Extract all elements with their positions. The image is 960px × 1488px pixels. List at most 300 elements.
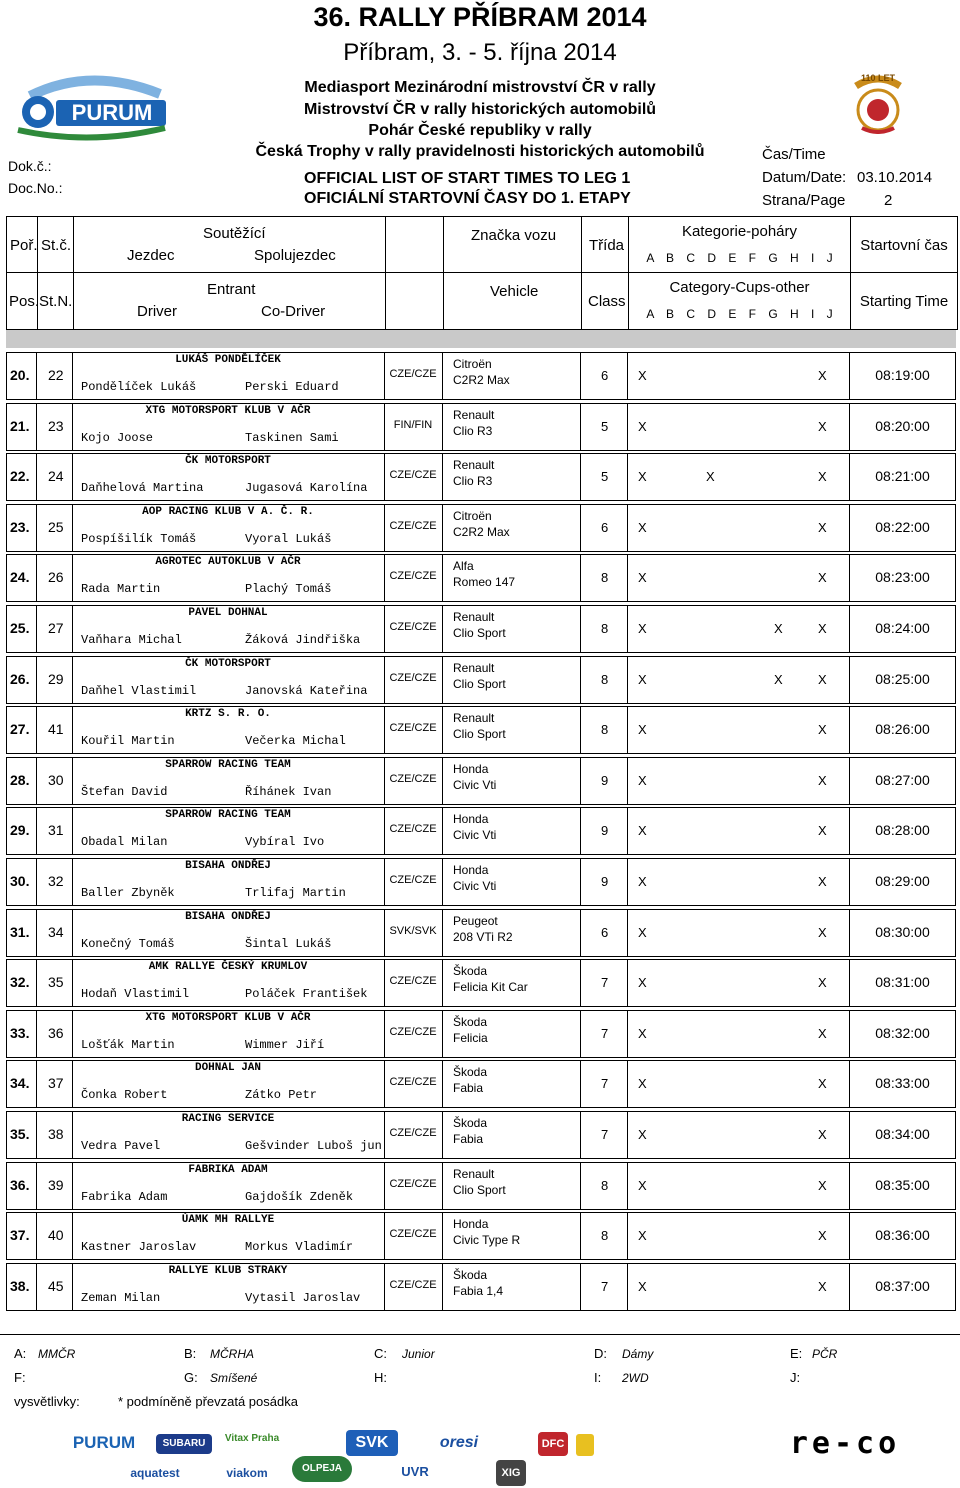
col-vehicle-en: Vehicle [490, 283, 539, 300]
sponsor-xig-logo: XIG [496, 1460, 526, 1486]
nationality: CZE/CZE [389, 469, 437, 482]
codriver-name: Gajdošík Zdeněk [245, 1189, 354, 1204]
entrant-name: LUKÁŠ PONDĚLÍČEK [175, 354, 281, 366]
vehicle-make: Honda [453, 812, 489, 827]
codriver-name: Jugasová Karolína [245, 481, 368, 496]
position: 35. [10, 1126, 30, 1142]
nationality: CZE/CZE [389, 570, 437, 583]
vehicle-make: Citroën [453, 357, 492, 371]
driver-name: Baller Zbyněk [81, 886, 175, 900]
entrant-name: XTG MOTORSPORT KLUB V AČR [145, 404, 311, 417]
start-time: 08:36:00 [875, 1227, 930, 1244]
codriver-name: Wimmer Jiří [245, 1037, 325, 1052]
class: 6 [601, 924, 609, 940]
driver-name: Kouřil Martin [81, 734, 175, 749]
nationality: CZE/CZE [389, 1177, 437, 1190]
table-row [6, 605, 956, 653]
date-label: Datum/Date: [762, 169, 847, 186]
table-row [6, 807, 956, 855]
category-mark: X [638, 1127, 647, 1142]
col-letters-en: A B C D E F G H I J [646, 307, 833, 321]
position: 38. [10, 1277, 30, 1294]
position: 30. [10, 873, 30, 889]
category-mark: X [818, 823, 827, 839]
col-vehicle-cz: Značka vozu [471, 227, 557, 244]
col-class-cz: Třída [589, 237, 625, 254]
entrant-name: RACING SERVICE [181, 1113, 275, 1125]
nationality: CZE/CZE [389, 368, 437, 380]
codriver-name: Trlifaj Martin [245, 886, 346, 900]
driver-name: Vedra Pavel [81, 1139, 161, 1153]
header-separator [6, 330, 956, 348]
class: 8 [601, 722, 609, 738]
table-cell [627, 1263, 850, 1311]
category-mark: X [818, 621, 827, 636]
entrant-name: SPARROW RACING TEAM [165, 809, 291, 822]
vehicle-make: Škoda [453, 1116, 488, 1130]
legend-explanation-value: * podmíněně převzatá posádka [118, 1394, 298, 1409]
start-time: 08:23:00 [875, 569, 930, 586]
table-row [6, 1060, 956, 1108]
event-subtitle: Příbram, 3. - 5. října 2014 [343, 39, 617, 66]
class: 5 [601, 418, 609, 434]
nationality: CZE/CZE [389, 772, 437, 785]
page-label: Strana/Page [762, 192, 846, 209]
start-time: 08:35:00 [875, 1176, 930, 1193]
start-number: 29 [48, 670, 64, 687]
legend-e-value: PČR [812, 1347, 838, 1361]
table-row [6, 959, 956, 1007]
legend-explanation-key: vysvětlivky: [14, 1394, 80, 1409]
vehicle-make: Honda [453, 863, 489, 877]
category-mark: X [818, 1278, 827, 1294]
table-cell [627, 1060, 850, 1108]
start-number: 40 [48, 1227, 64, 1244]
class: 9 [601, 772, 609, 788]
entrant-name: ČK MOTORSPORT [185, 455, 271, 468]
vehicle-make: Renault [453, 711, 495, 726]
list-title-en: OFFICIAL LIST OF START TIMES TO LEG 1 [304, 170, 631, 187]
table-cell [627, 504, 850, 552]
category-mark: X [638, 621, 647, 636]
start-time: 08:20:00 [875, 417, 930, 434]
sponsor-emblem-icon [576, 1434, 594, 1456]
class: 5 [601, 469, 609, 485]
start-time: 08:26:00 [875, 721, 930, 738]
table-row [6, 1010, 956, 1058]
class: 7 [601, 1278, 609, 1294]
position: 20. [10, 367, 30, 383]
class: 7 [601, 975, 609, 991]
category-mark: X [818, 1076, 827, 1092]
position: 32. [10, 974, 30, 991]
start-time: 08:25:00 [875, 670, 930, 687]
col-driver-en: Driver [137, 303, 177, 320]
table-row [6, 453, 956, 501]
driver-name: Konečný Tomáš [81, 936, 175, 951]
category-mark: X [818, 772, 827, 788]
legend-a-key: A: [14, 1346, 27, 1361]
vehicle-model: Fabia [453, 1132, 484, 1146]
start-time: 08:29:00 [875, 873, 930, 889]
codriver-name: Vytasil Jaroslav [245, 1290, 361, 1305]
category-mark: X [638, 570, 647, 586]
codriver-name: Poláček František [245, 987, 368, 1002]
start-number: 24 [48, 468, 64, 485]
legend-g-value: Smíšené [210, 1371, 258, 1385]
vehicle-make: Renault [453, 458, 495, 473]
category-mark: X [818, 1228, 827, 1244]
vehicle-model: Felicia [453, 1030, 488, 1045]
category-mark: X [638, 1228, 647, 1244]
table-row [6, 706, 956, 754]
table-cell [627, 757, 850, 805]
rally-logo [10, 66, 170, 146]
start-number: 23 [48, 417, 64, 434]
entrant-name: KRTZ S. R. O. [185, 708, 271, 721]
position: 36. [10, 1176, 30, 1193]
vehicle-model: Civic Vti [453, 777, 497, 792]
class: 7 [601, 1127, 609, 1142]
table-cell [627, 1212, 850, 1260]
nationality: CZE/CZE [389, 874, 437, 886]
start-number: 32 [48, 873, 64, 889]
col-competitor-en: Entrant [207, 281, 256, 298]
category-mark: X [818, 519, 827, 535]
category-mark: X [638, 368, 647, 383]
championship-line-4: Česká Trophy v rally pravidelnosti historických automobilů [255, 143, 705, 160]
col-categories-en: Category-Cups-other [669, 279, 810, 296]
col-no-en: St.N. [39, 293, 73, 310]
start-number: 34 [48, 923, 64, 940]
start-number: 26 [48, 569, 64, 586]
nationality: CZE/CZE [389, 1127, 437, 1139]
col-no-cz: St.č. [41, 237, 72, 254]
table-cell [627, 858, 850, 906]
position: 24. [10, 569, 30, 586]
position: 26. [10, 670, 30, 687]
start-time: 08:37:00 [875, 1277, 930, 1294]
nationality: CZE/CZE [389, 1228, 437, 1241]
category-mark: X [818, 1177, 827, 1193]
vehicle-make: Renault [453, 1166, 495, 1181]
codriver-name: Morkus Vladimír [245, 1240, 354, 1255]
start-number: 35 [48, 974, 64, 991]
entrant-name: XTG MOTORSPORT KLUB V AČR [145, 1011, 311, 1024]
table-cell [627, 656, 850, 704]
table-cell [627, 909, 850, 957]
codriver-name: Šintal Lukáš [245, 936, 332, 951]
entrant-name: AGROTEC AUTOKLUB V AČR [155, 556, 301, 569]
start-time: 08:28:00 [875, 822, 930, 839]
col-competitor-cz: Soutěžící [203, 225, 266, 242]
legend-e-key: E: [790, 1346, 803, 1361]
vehicle-make: Renault [453, 407, 495, 422]
vehicle-make: Škoda [453, 1014, 488, 1029]
driver-name: Lošťák Martin [81, 1037, 175, 1052]
championship-line-3: Pohár České republiky v rally [368, 122, 592, 139]
category-mark: X [818, 874, 827, 889]
class: 6 [601, 368, 609, 383]
codriver-name: Gešvinder Luboš jun [245, 1139, 382, 1153]
col-pos-en: Pos. [9, 293, 40, 310]
col-driver-cz: Jezdec [127, 247, 175, 264]
entrant-name: AOP RACING KLUB V A. Č. R. [142, 505, 314, 518]
position: 27. [10, 721, 30, 738]
start-number: 22 [48, 367, 64, 383]
category-mark: X [818, 975, 827, 991]
table-row [6, 757, 956, 805]
table-row [6, 504, 956, 552]
driver-name: Fabrika Adam [81, 1189, 168, 1204]
class: 8 [601, 671, 609, 687]
entrant-name: BISAHA ONDŘEJ [185, 860, 271, 872]
codriver-name: Říhánek Ivan [245, 784, 332, 799]
table-cell [627, 807, 850, 855]
sponsor-subaru-logo: SUBARU [156, 1434, 212, 1454]
entrant-name: SPARROW RACING TEAM [165, 758, 291, 771]
table-row [6, 1212, 956, 1260]
doc-label-cz: Dok.č.: [8, 158, 52, 174]
category-mark: X [638, 975, 647, 991]
nationality: CZE/CZE [389, 1076, 437, 1089]
table-cell [627, 605, 850, 653]
legend-i-key: I: [594, 1370, 602, 1385]
vehicle-make: Renault [453, 660, 495, 675]
class: 8 [601, 570, 609, 586]
driver-name: Obadal Milan [81, 835, 168, 850]
vehicle-make: Škoda [453, 1065, 488, 1080]
sponsor-vitax-logo: Vitax Praha [224, 1433, 280, 1444]
codriver-name: Zátko Petr [245, 1088, 318, 1103]
list-title-cz: OFICIÁLNÍ STARTOVNÍ ČASY DO 1. ETAPY [304, 190, 631, 207]
category-mark: X [818, 1025, 827, 1041]
legend-b-key: B: [184, 1346, 197, 1361]
championship-line-1: Mediasport Mezinárodní mistrovství ČR v rally [304, 79, 656, 96]
table-cell [627, 453, 850, 501]
legend-a-value: MMČR [38, 1347, 76, 1361]
table-cell [627, 959, 850, 1007]
nationality: FIN/FIN [393, 418, 433, 431]
class: 8 [601, 1177, 609, 1193]
class: 9 [601, 874, 609, 889]
vehicle-model: Fabia [453, 1081, 484, 1096]
sponsor-reco-logo: re-co [789, 1426, 901, 1461]
vehicle-model: Fabia 1,4 [453, 1283, 504, 1298]
codriver-name: Janovská Kateřina [245, 683, 368, 698]
category-mark: X [638, 519, 647, 535]
driver-name: Hodaň Vlastimil [81, 987, 190, 1002]
vehicle-make: Honda [453, 1217, 489, 1232]
category-mark: X [638, 1025, 647, 1041]
driver-name: Zeman Milan [81, 1290, 161, 1305]
entrant-name: AMK RALLYE ČESKÝ KRUMLOV [148, 961, 308, 974]
entrant-name: RALLYE KLUB STRAKY [168, 1264, 288, 1277]
table-row [6, 554, 956, 602]
start-time: 08:19:00 [875, 367, 930, 383]
vehicle-make: Peugeot [453, 913, 498, 928]
entrant-name: PAVEL DOHNAL [188, 607, 268, 619]
col-start-cz: Startovní čas [860, 237, 948, 254]
driver-name: Pospíšilík Tomáš [81, 531, 197, 546]
start-time: 08:24:00 [875, 620, 930, 636]
table-cell [627, 1162, 850, 1210]
table-cell [627, 1010, 850, 1058]
start-number: 27 [48, 620, 64, 636]
category-mark: X [818, 570, 827, 586]
sponsor-svk-logo: SVK [346, 1430, 398, 1456]
codriver-name: Taskinen Sami [245, 430, 339, 445]
category-mark: X [638, 823, 647, 839]
position: 33. [10, 1024, 30, 1041]
codriver-name: Vybíral Ivo [245, 835, 325, 850]
sponsor-viakom-logo: viakom [226, 1466, 268, 1480]
class: 6 [601, 519, 609, 535]
category-mark: X [774, 671, 783, 687]
start-time: 08:32:00 [875, 1024, 930, 1041]
category-mark: X [638, 418, 647, 434]
vehicle-model: 208 VTi R2 [453, 929, 513, 944]
category-mark: X [638, 874, 647, 889]
start-number: 25 [48, 518, 64, 535]
legend-i-value: 2WD [622, 1371, 649, 1385]
position: 29. [10, 822, 30, 839]
category-mark: X [638, 1278, 647, 1294]
vehicle-model: Clio Sport [453, 727, 506, 742]
table-row [6, 656, 956, 704]
legend-g-key: G: [184, 1370, 198, 1385]
table-row [6, 352, 956, 400]
entrant-name: DOHNAL JAN [194, 1062, 261, 1075]
col-class-en: Class [588, 293, 626, 310]
vehicle-model: Clio Sport [453, 1182, 506, 1197]
nationality: CZE/CZE [389, 722, 437, 735]
date-value: 03.10.2014 [857, 169, 933, 186]
position: 22. [10, 468, 30, 485]
category-mark: X [638, 671, 647, 687]
anniversary-emblem [848, 70, 908, 134]
rally-logo-text: PURUM [71, 100, 153, 125]
driver-name: Čonka Robert [81, 1088, 168, 1103]
nationality: CZE/CZE [389, 621, 437, 633]
vehicle-make: Renault [453, 610, 495, 624]
vehicle-model: Clio R3 [453, 423, 493, 438]
codriver-name: Večerka Michal [245, 734, 346, 749]
position: 34. [10, 1075, 30, 1092]
col-codriver-en: Co-Driver [261, 303, 326, 320]
sponsor-aquatest-logo: aquatest [130, 1466, 180, 1480]
col-pos-cz: Poř. [10, 237, 38, 254]
class: 7 [601, 1025, 609, 1041]
legend-d-key: D: [594, 1346, 607, 1361]
sponsor-purum-logo: PURUM [72, 1433, 136, 1452]
category-mark: X [818, 722, 827, 738]
vehicle-make: Alfa [453, 559, 474, 574]
nationality: CZE/CZE [389, 975, 437, 988]
position: 23. [10, 518, 30, 535]
vehicle-model: Civic Vti [453, 879, 497, 893]
start-number: 38 [48, 1126, 64, 1142]
legend-f-key: F: [14, 1370, 26, 1385]
legend-d-value: Dámy [622, 1347, 654, 1361]
start-number: 30 [48, 771, 64, 788]
entrant-name: FABRIKA ADAM [188, 1163, 268, 1176]
driver-name: Daňhel Vlastimil [81, 683, 197, 698]
codriver-name: Plachý Tomáš [245, 582, 332, 597]
table-cell [627, 554, 850, 602]
sponsor-uvr-logo: UVR [401, 1464, 429, 1479]
driver-name: Daňhelová Martina [81, 481, 204, 496]
sponsor-dfc-logo: DFC [538, 1432, 568, 1456]
vehicle-model: C2R2 Max [453, 524, 510, 539]
entrant-name: BISAHA ONDŘEJ [185, 910, 271, 923]
vehicle-model: Civic Vti [453, 828, 497, 843]
nationality: SVK/SVK [389, 924, 437, 937]
column-header [6, 216, 958, 330]
category-mark: X [638, 772, 647, 788]
codriver-name: Vyoral Lukáš [245, 531, 332, 546]
category-mark: X [774, 621, 783, 636]
nationality: CZE/CZE [389, 1278, 437, 1291]
class: 8 [601, 1228, 609, 1244]
legend-c-key: C: [374, 1346, 387, 1361]
driver-name: Pondělíček Lukáš [81, 380, 197, 394]
nationality: CZE/CZE [389, 671, 437, 684]
start-number: 36 [48, 1024, 64, 1041]
championship-line-2: Mistrovství ČR v rally historických automobilů [303, 101, 657, 118]
table-cell [627, 403, 850, 451]
legend-j-key: J: [790, 1370, 801, 1385]
sponsor-oresi-logo: oresi [439, 1434, 479, 1451]
table-row [6, 858, 956, 906]
entrant-name: ÚAMK MH RALLYE [181, 1214, 275, 1227]
driver-name: Vaňhara Michal [81, 633, 182, 647]
table-row [6, 1162, 956, 1210]
category-mark: X [818, 418, 827, 434]
start-number: 31 [48, 822, 64, 839]
position: 21. [10, 417, 30, 434]
class: 9 [601, 823, 609, 839]
category-mark: X [638, 1076, 647, 1092]
time-label: Čas/Time [762, 146, 826, 163]
category-mark: X [638, 924, 647, 940]
vehicle-model: Felicia Kit Car [453, 980, 528, 995]
codriver-name: Perski Eduard [245, 380, 339, 394]
vehicle-model: Clio R3 [453, 474, 493, 489]
category-mark: X [818, 924, 827, 940]
driver-name: Štefan David [81, 784, 168, 799]
vehicle-make: Škoda [453, 964, 488, 979]
vehicle-make: Citroën [453, 508, 492, 523]
nationality: CZE/CZE [389, 1025, 437, 1038]
nationality: CZE/CZE [389, 519, 437, 532]
class: 8 [601, 621, 609, 636]
vehicle-model: Romeo 147 [453, 575, 516, 590]
page-value: 2 [884, 192, 893, 209]
start-number: 45 [48, 1277, 64, 1294]
table-row [6, 403, 956, 451]
col-categories-cz: Kategorie-poháry [681, 223, 798, 240]
category-mark: X [638, 1177, 647, 1193]
vehicle-make: Škoda [453, 1267, 488, 1282]
vehicle-model: C2R2 Max [453, 373, 510, 387]
legend-h-key: H: [374, 1370, 387, 1385]
col-start-en: Starting Time [859, 293, 949, 310]
start-number: 41 [48, 721, 64, 738]
start-number: 39 [48, 1176, 64, 1193]
start-time: 08:30:00 [875, 923, 930, 940]
start-time: 08:22:00 [875, 518, 930, 535]
